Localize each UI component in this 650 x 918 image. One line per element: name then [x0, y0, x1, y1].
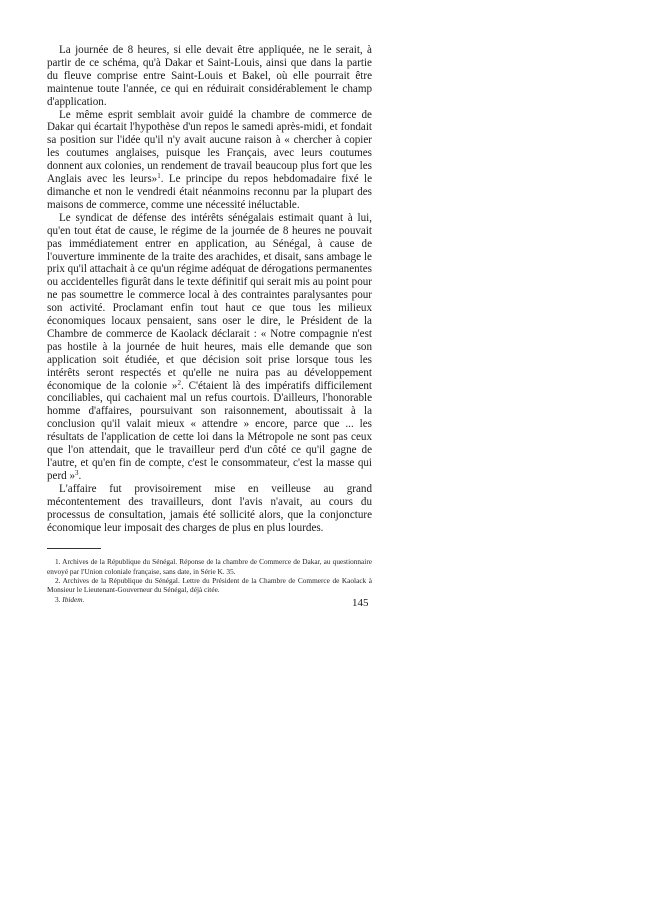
footnote-1: 1. Archives de la République du Sénégal. Réponse de la chambre de Commerce de Dakar, au questionnaire envoyé par l'Union coloniale française, sans date, in Série K. 35. — [47, 557, 372, 576]
footnotes — [47, 557, 372, 603]
body-text — [47, 44, 372, 534]
paragraph-text: Le même esprit semblait avoir guidé la chambre de commerce de Dakar qui écartait l'hypothèse d'un repos le samedi après-midi, et fondait sa position sur l'idée qu'il n'y avait aucune raison à « chercher à copier les coutumes anglaises, puisque les Français, avec leurs coutumes donnent aux colonies, un rendement de travail beaucoup plus fort que les Anglais avec les leurs» — [47, 108, 372, 186]
paragraph-text: . — [78, 469, 82, 482]
paragraph-text: . C'étaient là des impératifs difficilement conciliables, qui cachaient mal un refus courtois. D'ailleurs, l'honorable homme d'affaires, poursuivant son raisonnement, aboutissait à la conclusion qu'il valait mieux « attendre » encore, parce que ... les résultats de l'application de cette loi dans la Métropole ne sont pas ceux que l'on attendait, que le travailleur perd d'un côté ce qu'il gagne de l'autre, et qu'en fin de compte, c'est le consommateur, c'est la masse qui perd » — [47, 379, 372, 482]
paragraph-1 — [47, 44, 372, 109]
footnote-ref-2: 2 — [177, 378, 181, 387]
paragraph-text: L'affaire fut provisoirement mise en veilleuse au grand mécontentement des travailleurs, dont l'avis n'avait, au cours du processus de consultation, jamais été sollicité alors, que la conjoncture économique leur imposait des charges de plus en plus lourdes. — [47, 482, 372, 534]
paragraph-text: . Le principe du repos hebdomadaire fixé le dimanche et non le vendredi était néanmoins reconnu par la plupart des maisons de commerce, comme une nécessité inéluctable. — [47, 173, 372, 211]
paragraph-3 — [47, 212, 372, 483]
footnote-2: 2. Archives de la République du Sénégal. Lettre du Président de la Chambre de Commerce de Kaolack à Monsieur le Lieutenant-Gouverneur du Sénégal, déjà citée. — [47, 576, 372, 595]
footnote-divider — [47, 548, 101, 549]
footnote-ref-1: 1 — [157, 172, 161, 181]
footnote-number: 3. — [55, 594, 63, 604]
footnote-3 — [47, 595, 372, 604]
paragraph-4 — [47, 483, 372, 535]
document-page — [47, 44, 372, 604]
footnote-italic-text: Ibidem. — [62, 594, 85, 604]
paragraph-2 — [47, 109, 372, 212]
footnote-ref-3: 3 — [75, 468, 79, 477]
paragraph-text: La journée de 8 heures, si elle devait être appliquée, ne le serait, à partir de ce schéma, qu'à Dakar et Saint-Louis, ainsi que dans la partie du fleuve comprise entre Saint-Louis et Bakel, où elle pourrait être maintenue toute l'année, ce qui en réduirait considérablement le champ d'application. — [47, 44, 372, 108]
page-number: 145 — [352, 597, 369, 609]
paragraph-text: Le syndicat de défense des intérêts sénégalais estimait quant à lui, qu'en tout état de cause, le régime de la journée de 8 heures ne pouvait pas immédiatement entrer en application, au Sénégal, à cause de l'ouverture imminente de la traite des arachides, et disait, sans ambage le prix qu'il attachait à ce qu'un régime adéquat de dérogations permanentes ou accidentelles figurât dans le texte définitif qui serait mis au point pour ne pas soumettre le commerce local à des contraintes paralysantes pour son activité. Proclamant enfin tout haut ce que tous les milieux économiques locaux pensaient, sans oser le dire, le Président de la Chambre de commerce de Kaolack déclarait : « Notre compagnie n'est pas hostile à la journée de huit heures, mais elle demande que son application soit étudiée, et que décision soit prise lorsque tous les intérêts seront respectés et qu'elle ne nuira pas au développement économique de la colonie » — [47, 211, 372, 392]
